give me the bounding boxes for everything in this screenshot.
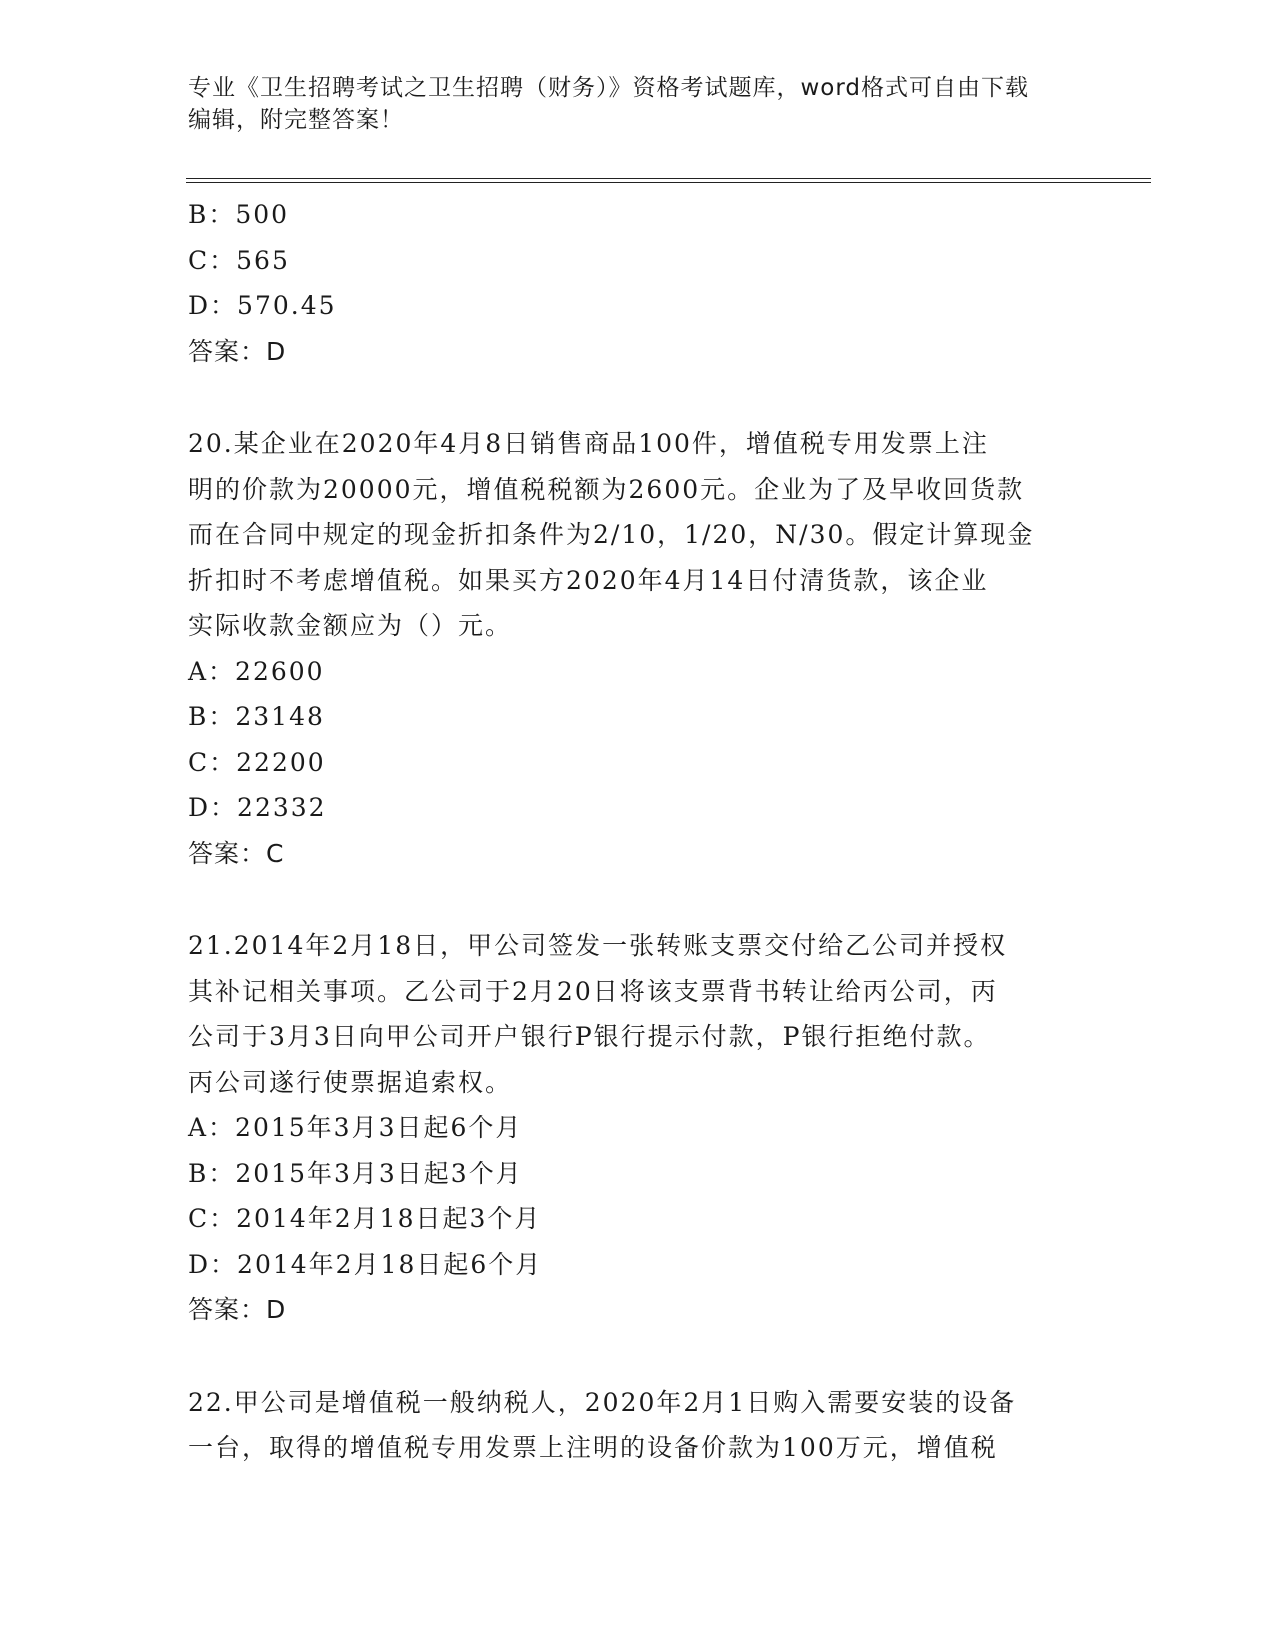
header-rule-bottom <box>186 182 1151 183</box>
answer-line: 答案：D <box>188 336 287 366</box>
spacer <box>188 876 1088 923</box>
option-d: D：570.45 <box>188 291 337 320</box>
option-d: D：2014年2月18日起6个月 <box>188 1249 543 1279</box>
stem-line: 折扣时不考虑增值税。如果买方2020年4月14日付清货款，该企业 <box>188 565 989 595</box>
option-b: B：500 <box>188 200 290 229</box>
stem-line: 22.甲公司是增值税一般纳税人，2020年2月1日购入需要安装的设备 <box>188 1387 1017 1417</box>
answer-line: 答案：C <box>188 838 285 868</box>
document-header <box>188 72 1088 136</box>
answer-line: 答案：D <box>188 1295 287 1324</box>
option-c: C：2014年2月18日起3个月 <box>188 1204 542 1233</box>
option-d: D：22332 <box>188 793 327 822</box>
stem-line: 20.某企业在2020年4月8日销售商品100件，增值税专用发票上注 <box>188 429 989 458</box>
spacer <box>188 1333 1088 1380</box>
option-b: B：2015年3月3日起3个月 <box>188 1158 523 1188</box>
stem-line: 而在合同中规定的现金折扣条件为2/10，1/20，N/30。假定计算现金 <box>188 520 1035 549</box>
option-c: C：22200 <box>188 747 326 777</box>
stem-line: 一台，取得的增值税专用发票上注明的设备价款为100万元，增值税 <box>188 1433 998 1462</box>
question-content <box>188 192 1088 1471</box>
spacer <box>188 374 1088 421</box>
question-19-tail <box>188 192 1088 374</box>
stem-line: 公司于3月3日向甲公司开户银行P银行提示付款，P银行拒绝付款。 <box>188 1022 991 1051</box>
header-line-1: 专业《卫生招聘考试之卫生招聘（财务）》资格考试题库，word格式可自由下载 <box>188 75 1030 101</box>
stem-line: 丙公司遂行使票据追索权。 <box>188 1067 513 1097</box>
question-stem <box>188 923 1088 1105</box>
header-rule-top <box>186 178 1151 179</box>
option-a: A：2015年3月3日起6个月 <box>188 1113 523 1142</box>
question-21 <box>188 923 1088 1333</box>
question-22 <box>188 1380 1088 1471</box>
question-stem <box>188 421 1088 649</box>
option-c: C：565 <box>188 245 290 275</box>
question-20 <box>188 421 1088 876</box>
option-a: A：22600 <box>188 656 325 686</box>
stem-line: 实际收款金额应为（）元。 <box>188 611 513 640</box>
question-stem <box>188 1380 1088 1471</box>
stem-line: 其补记相关事项。乙公司于2月20日将该支票背书转让给丙公司，丙 <box>188 976 998 1006</box>
stem-line: 21.2014年2月18日，甲公司签发一张转账支票交付给乙公司并授权 <box>188 931 1008 960</box>
header-line-2: 编辑，附完整答案！ <box>188 107 404 133</box>
stem-line: 明的价款为20000元，增值税税额为2600元。企业为了及早收回货款 <box>188 474 1025 504</box>
option-b: B：23148 <box>188 702 325 731</box>
